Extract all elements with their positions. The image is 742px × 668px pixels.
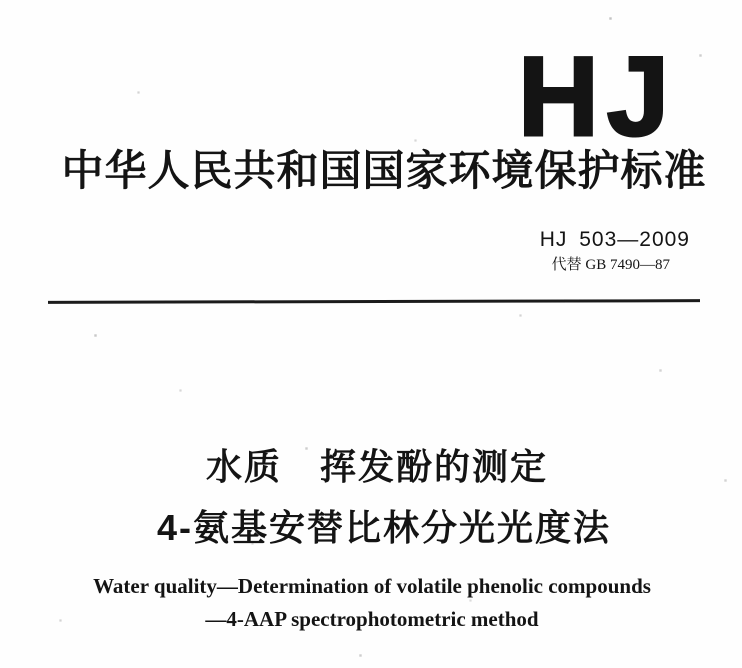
standard-number-block	[540, 228, 690, 274]
header-divider-rule	[48, 299, 700, 304]
national-standard-heading: 中华人民共和国国家环境保护标准	[61, 149, 707, 195]
hj-logo: HJ	[518, 34, 678, 159]
title-english-line2: —4-AAP spectrophotometric method	[205, 607, 539, 631]
title-chinese-line1: 水质 挥发酚的测定	[205, 446, 548, 487]
standard-number: HJ 503—2009	[539, 228, 690, 251]
scan-noise-specks	[0, 0, 1, 1]
title-english-line1: Water quality—Determination of volatile phenolic compounds	[93, 574, 651, 598]
title-chinese-line2: 4-氨基安替比林分光光度法	[156, 507, 611, 548]
replaces-note: 代替 GB 7490—87	[551, 257, 670, 274]
